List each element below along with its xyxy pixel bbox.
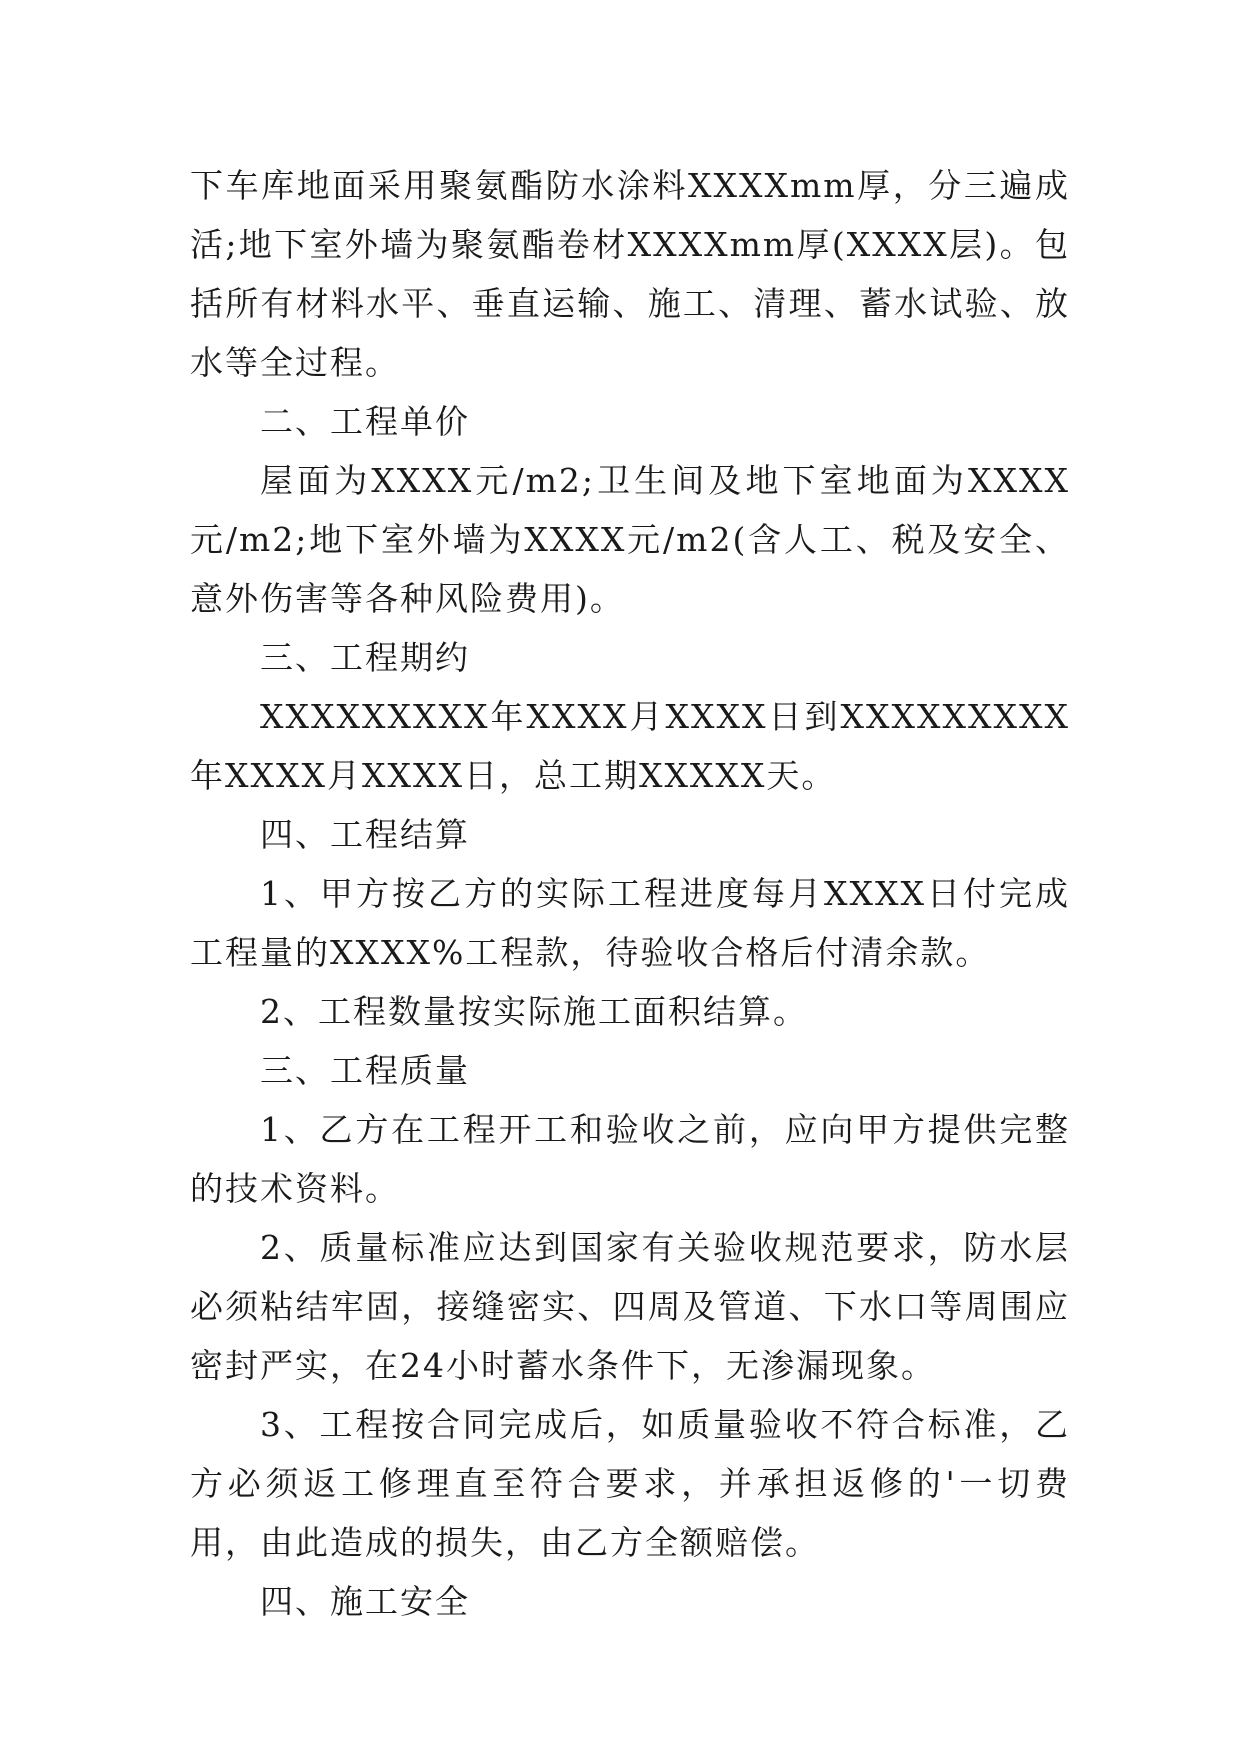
heading-schedule: 三、工程期约 (260, 638, 470, 677)
paragraph-unit-price: 屋面为XXXX元/m2;卫生间及地下室地面为XXXX元/m2;地下室外墙为XXXX元/m2(含人工、税及安全、意外伤害等各种风险费用)。 (190, 461, 1070, 618)
document-body (190, 156, 1070, 1631)
paragraph-settlement-2: 2、工程数量按实际施工面积结算。 (260, 992, 808, 1031)
paragraph-settlement-1: 1、甲方按乙方的实际工程进度每月XXXX日付完成工程量的XXXX%工程款，待验收合格后付清余款。 (190, 874, 1070, 972)
heading-safety: 四、施工安全 (260, 1582, 470, 1621)
paragraph-schedule: XXXXXXXXX年XXXX月XXXX日到XXXXXXXXX年XXXX月XXXX日，总工期XXXXX天。 (190, 697, 1070, 795)
paragraph-quality-3: 3、工程按合同完成后，如质量验收不符合标准，乙方必须返工修理直至符合要求，并承担返修的'一切费用，由此造成的损失，由乙方全额赔偿。 (190, 1405, 1070, 1562)
heading-quality: 三、工程质量 (260, 1051, 470, 1090)
paragraph-quality-2: 2、质量标准应达到国家有关验收规范要求，防水层必须粘结牢固，接缝密实、四周及管道、下水口等周围应密封严实，在24小时蓄水条件下，无渗漏现象。 (190, 1228, 1070, 1385)
heading-settlement: 四、工程结算 (260, 815, 470, 854)
heading-unit-price: 二、工程单价 (260, 402, 470, 441)
paragraph-quality-1: 1、乙方在工程开工和验收之前，应向甲方提供完整的技术资料。 (190, 1110, 1070, 1208)
paragraph-scope-continued: 下车库地面采用聚氨酯防水涂料XXXXmm厚，分三遍成活;地下室外墙为聚氨酯卷材XXXXmm厚(XXXX层)。包括所有材料水平、垂直运输、施工、清理、蓄水试验、放水等全过程。 (190, 166, 1070, 382)
